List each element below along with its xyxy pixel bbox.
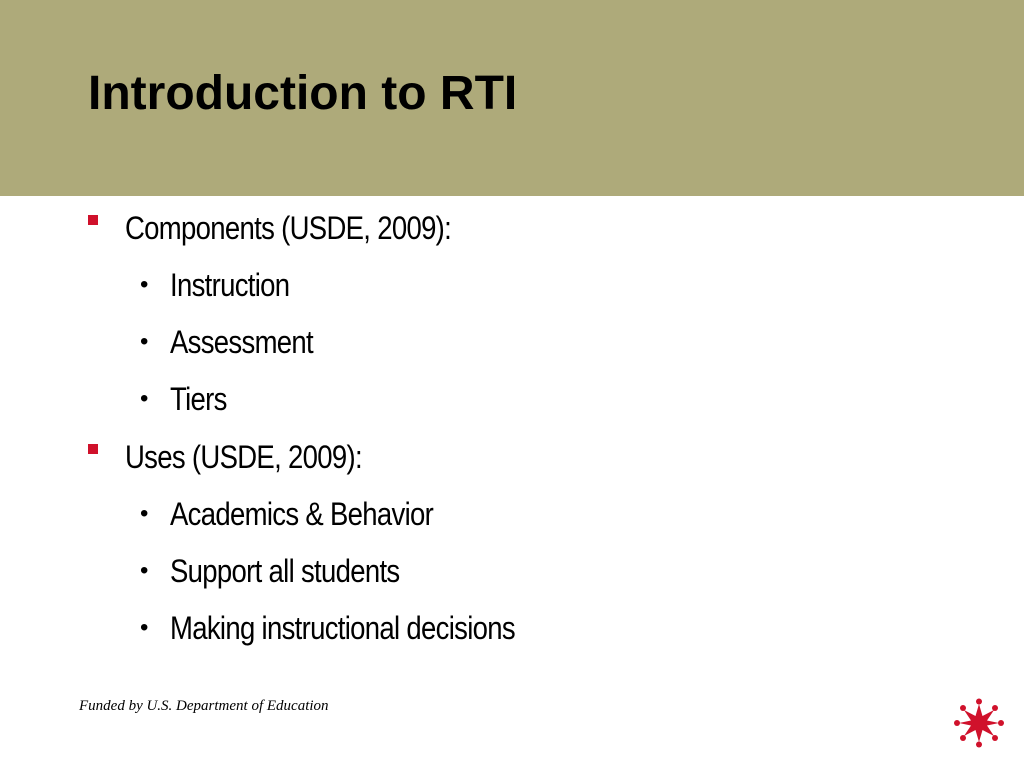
- red-star-burst-logo-icon: [954, 698, 1004, 748]
- sub-bullet-support-all-students: [140, 549, 437, 593]
- sub-bullet-text: Making instructional decisions: [170, 609, 515, 646]
- slide-title: Introduction to RTI: [88, 67, 518, 120]
- dot-bullet-icon: •: [140, 614, 149, 641]
- sub-bullet-text: Support all students: [170, 552, 400, 589]
- sub-bullet-tiers: [140, 377, 236, 421]
- dot-bullet-icon: •: [140, 557, 149, 584]
- sub-bullet-instructional-decisions: [140, 606, 571, 650]
- dot-bullet-icon: •: [140, 271, 149, 298]
- dot-bullet-icon: •: [140, 500, 149, 527]
- square-bullet-icon: [88, 444, 98, 454]
- dot-bullet-icon: •: [140, 328, 149, 355]
- sub-bullet-text: Assessment: [170, 323, 314, 360]
- funding-footer: Funded by U.S. Department of Education: [79, 698, 329, 714]
- sub-bullet-assessment: [140, 320, 336, 364]
- sub-bullet-text: Tiers: [170, 380, 227, 417]
- bullet-uses: [88, 435, 400, 479]
- sub-bullet-academics-behavior: [140, 492, 476, 536]
- dot-bullet-icon: •: [140, 385, 149, 412]
- sub-bullet-instruction: [140, 263, 309, 307]
- square-bullet-icon: [88, 215, 98, 225]
- bullet-text: Uses (USDE, 2009):: [125, 438, 362, 475]
- bullet-components: [88, 206, 504, 250]
- sub-bullet-text: Academics & Behavior: [170, 495, 434, 532]
- bullet-text: Components (USDE, 2009):: [125, 209, 452, 246]
- sub-bullet-text: Instruction: [170, 266, 290, 303]
